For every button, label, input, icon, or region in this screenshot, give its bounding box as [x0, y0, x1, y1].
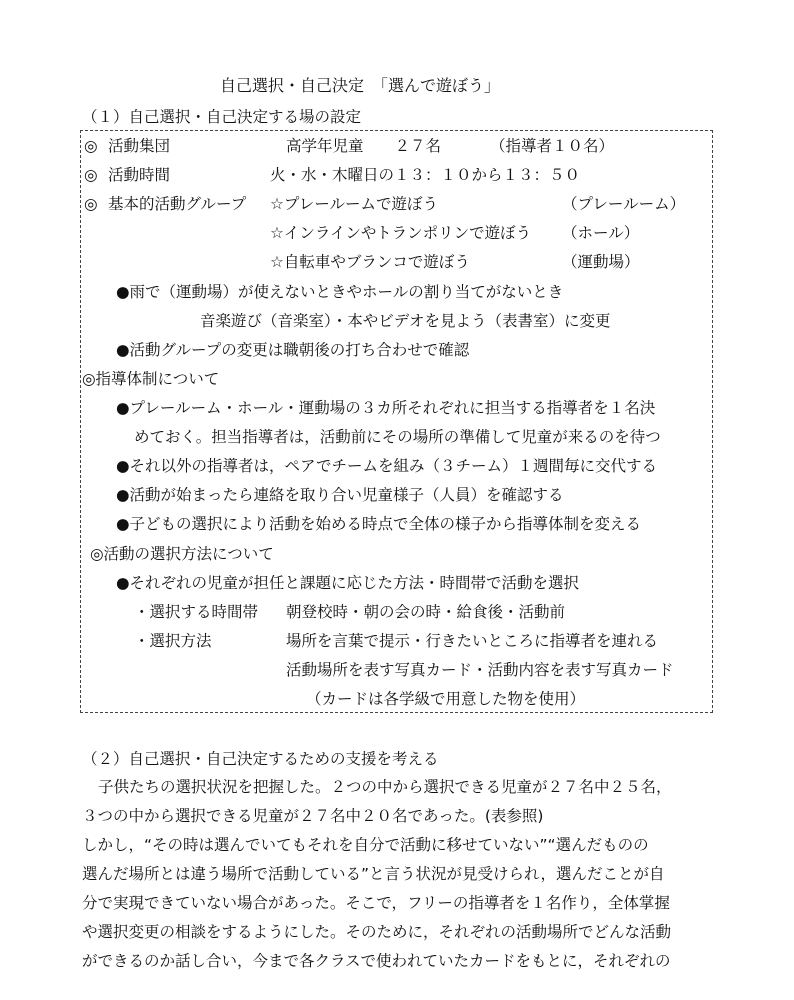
method-value: 場所を言葉で提示・行きたいところに指導者を連れる — [286, 632, 659, 650]
guidance-item: ●活動が始まったら連絡を取り合い児童様子（人員）を確認する — [116, 486, 564, 504]
paragraph-line: 分で実現できていない場合があった。そこで，フリーの指導者を１名作り，全体掌握 — [82, 894, 670, 912]
group-change-note: ●活動グループの変更は職朝後の打ち合わせで確認 — [116, 341, 470, 359]
paragraph-line: ができるのか話し合い，今まで各クラスで使われていたカードをもとに，それぞれの — [82, 952, 671, 970]
paragraph-line: ３つの中から選択できる児童が２７名中２０名であった。(表参照) — [82, 807, 544, 825]
section1-heading: （１）自己選択・自己決定する場の設定 — [82, 108, 362, 126]
method-value: （カードは各学級で用意した物を使用） — [306, 690, 586, 708]
activity-place: （プレールーム） — [562, 195, 686, 213]
time-label: 活動時間 — [108, 166, 171, 184]
activity-name: ☆自転車やブランコで遊ぼう — [270, 253, 470, 271]
basic-mark: ◎ — [84, 195, 98, 213]
time-mark: ◎ — [84, 166, 98, 184]
time-value: 火・水・木曜日の１３：１０から１３：５０ — [270, 166, 581, 184]
paragraph-line: や選択変更の相談をするようにした。そのために，それぞれの活動場所でどんな活動 — [82, 923, 672, 941]
basic-label: 基本的活動グループ — [108, 195, 247, 213]
activity-name: ☆インラインやトランポリンで遊ぼう — [270, 224, 532, 242]
time-slot-label: ・選択する時間帯 — [134, 603, 259, 621]
settings-box — [80, 130, 713, 713]
guidance-item: ●それ以外の指導者は，ペアでチームを組み（３チーム）１週間毎に交代する — [116, 457, 657, 475]
guidance-item: めておく。担当指導者は，活動前にその場所の準備して児童が来るのを待つ — [134, 428, 661, 446]
method-heading: ◎活動の選択方法について — [90, 545, 274, 563]
rain-note: ●雨で（運動場）が使えないときやホールの割り当てがないとき — [116, 283, 564, 301]
document-title: 自己選択・自己決定 「選んで遊ぼう」 — [220, 76, 501, 95]
group-label: 活動集団 — [108, 137, 171, 155]
guidance-item: ●プレールーム・ホール・運動場の３カ所それぞれに担当する指導者を１名決 — [116, 399, 656, 417]
paragraph-line: 子供たちの選択状況を把握した。２つの中から選択できる児童が２７名中２５名， — [98, 778, 672, 796]
group-value: 高学年児童 ２７名 — [286, 137, 442, 155]
group-note: （指導者１０名） — [490, 137, 615, 155]
activity-place: （ホール） — [562, 224, 640, 242]
method-intro: ●それぞれの児童が担任と課題に応じた方法・時間帯で活動を選択 — [116, 574, 580, 592]
activity-name: ☆プレールームで遊ぼう — [270, 195, 438, 213]
paragraph-line: しかし，“その時は選んでいてもそれを自分で活動に移せていない”“選んだものの — [82, 836, 649, 854]
method-label: ・選択方法 — [134, 632, 212, 650]
guidance-item: ●子どもの選択により活動を始める時点で全体の様子から指導体制を変える — [116, 515, 642, 533]
time-slot-value: 朝登校時・朝の会の時・給食後・活動前 — [286, 603, 566, 621]
activity-place: （運動場） — [562, 253, 640, 271]
rain-note-continued: 音楽遊び（音楽室）・本やビデオを見よう（表書室）に変更 — [200, 312, 611, 330]
guidance-heading: ◎指導体制について — [82, 370, 220, 388]
method-value: 活動場所を表す写真カード・活動内容を表す写真カード — [286, 661, 674, 679]
section2-heading: （２）自己選択・自己決定するための支援を考える — [82, 750, 439, 768]
paragraph-line: 選んだ場所とは違う場所で活動している”と言う状況が見受けられ，選んだことが自 — [82, 865, 665, 883]
group-mark: ◎ — [84, 137, 98, 155]
